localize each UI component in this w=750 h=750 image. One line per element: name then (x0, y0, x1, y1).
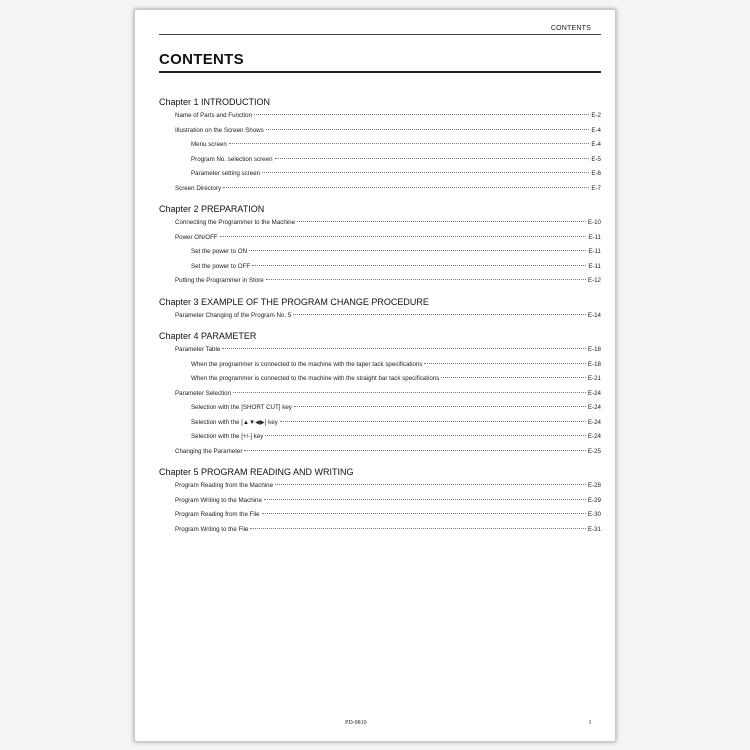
toc-entry[interactable] (159, 343, 601, 358)
toc-entry[interactable] (159, 309, 601, 324)
toc-entry-title: Selection with the [SHORT CUT] key (191, 404, 292, 411)
dot-leader (280, 421, 586, 422)
dot-leader (293, 314, 586, 315)
chapter-heading[interactable]: Chapter 1 INTRODUCTION (159, 97, 271, 107)
toc-entry[interactable] (159, 153, 601, 168)
toc-entry[interactable] (159, 182, 601, 197)
toc-entry-title: Power ON/OFF (175, 233, 218, 241)
toc-entry[interactable] (159, 260, 601, 275)
dot-leader (266, 129, 590, 130)
toc-entry-page: E-18 (587, 346, 601, 353)
toc-entry-title: Parameter Selection (175, 389, 232, 397)
document-page (134, 9, 616, 742)
toc-entry-title: Program Writing to the File (175, 525, 249, 533)
chapter-heading[interactable]: Chapter 2 PREPARATION (159, 204, 265, 214)
toc-entry-title: Name of Parts and Function (175, 112, 253, 119)
dot-leader (220, 236, 587, 237)
dot-leader (250, 528, 585, 529)
dot-leader (265, 435, 586, 436)
toc-entry[interactable] (159, 372, 601, 387)
toc-entry-title: Changing the Parameter (175, 447, 243, 455)
toc-entry-page: E-12 (587, 277, 601, 284)
toc-entry[interactable] (159, 274, 601, 289)
dot-leader (275, 158, 590, 159)
toc-entry-title: Illustration on the Screen Shows (175, 126, 264, 134)
toc-entry-page: E-6 (591, 170, 601, 177)
dot-leader (424, 363, 585, 364)
toc-entry[interactable] (159, 401, 601, 416)
toc-entry-page: E-11 (588, 233, 601, 241)
page-title: CONTENTS (159, 51, 244, 68)
chapter-heading[interactable]: Chapter 4 PARAMETER (159, 331, 257, 341)
toc-entry[interactable] (159, 216, 601, 231)
toc-entry-title: Program No. selection screen (191, 155, 273, 163)
toc-entry[interactable] (159, 387, 601, 402)
dot-leader (297, 221, 586, 222)
toc-entry-title: Screen Directory (175, 184, 222, 192)
title-rule (159, 71, 601, 73)
table-of-contents (159, 95, 601, 537)
dot-leader (262, 513, 586, 514)
toc-entry-page: E-30 (587, 511, 601, 518)
toc-entry[interactable] (159, 508, 601, 523)
running-header: CONTENTS (550, 25, 591, 32)
toc-entry-page: E-31 (587, 525, 601, 533)
toc-entry-title: Selection with the [▲▼◀▶] key (191, 418, 278, 426)
toc-entry-page: E-25 (587, 447, 601, 455)
toc-entry-page: E-5 (591, 155, 601, 163)
toc-entry-title: Program Writing to the Machine (175, 496, 262, 504)
toc-entry-title: Parameter Changing of the Program No. 5 (175, 311, 292, 319)
dot-leader (249, 250, 586, 251)
toc-entry-title: When the programmer is connected to the machine with the taper tack specifications (191, 360, 423, 368)
footer-page-number: I (589, 720, 591, 726)
toc-entry-title: Set the power to ON (191, 248, 248, 255)
dot-leader (441, 377, 586, 378)
dot-leader (266, 279, 586, 280)
dot-leader (233, 392, 586, 393)
toc-entry[interactable] (159, 416, 601, 431)
toc-entry[interactable] (159, 358, 601, 373)
toc-entry-title: Program Reading from the File (175, 511, 260, 518)
chapter-heading[interactable]: Chapter 5 PROGRAM READING AND WRITING (159, 467, 354, 477)
toc-entry-page: E-24 (587, 389, 601, 397)
toc-entry[interactable] (159, 523, 601, 538)
dot-leader (254, 114, 589, 115)
toc-entry-page: E-2 (591, 112, 601, 119)
dot-leader (222, 348, 586, 349)
toc-entry[interactable] (159, 231, 601, 246)
dot-leader (262, 172, 589, 173)
chapter-heading[interactable]: Chapter 3 EXAMPLE OF THE PROGRAM CHANGE PROCEDURE (159, 296, 429, 307)
toc-entry[interactable] (159, 245, 601, 260)
toc-entry[interactable] (159, 109, 601, 124)
toc-entry-page: E-24 (587, 404, 601, 411)
toc-entry-page: E-11 (588, 248, 601, 255)
toc-entry[interactable] (159, 167, 601, 182)
toc-entry-page: E-7 (591, 184, 601, 192)
toc-entry-title: Putting the Programmer in Store (175, 277, 264, 284)
toc-entry-page: E-28 (587, 482, 601, 489)
dot-leader (264, 499, 586, 500)
toc-entry-page: E-10 (587, 219, 601, 226)
dot-leader (229, 143, 590, 144)
toc-entry-page: E-11 (588, 262, 601, 270)
dot-leader (275, 484, 586, 485)
dot-leader (244, 450, 586, 451)
footer-model-code: PD-9810 (345, 720, 367, 726)
toc-entry-page: E-24 (587, 418, 601, 426)
toc-entry-page: E-24 (587, 433, 601, 440)
dot-leader (252, 265, 586, 266)
toc-entry[interactable] (159, 445, 601, 460)
toc-entry-title: Connecting the Programmer to the Machine (175, 219, 296, 226)
dot-leader (294, 406, 586, 407)
toc-entry-page: E-4 (591, 141, 601, 148)
toc-entry-page: E-14 (587, 311, 601, 319)
toc-entry[interactable] (159, 479, 601, 494)
toc-entry-title: When the programmer is connected to the machine with the straight bar tack specifications (191, 375, 440, 382)
toc-entry-title: Program Reading from the Machine (175, 482, 274, 489)
toc-entry-page: E-4 (591, 126, 601, 134)
toc-entry-title: Parameter setting screen (191, 170, 261, 177)
dot-leader (223, 187, 589, 188)
toc-entry-page: E-21 (587, 375, 601, 382)
header-rule (159, 34, 601, 35)
toc-entry-title: Selection with the [+/-] key (191, 433, 264, 440)
toc-entry-title: Parameter Table (175, 346, 221, 353)
toc-entry-page: E-18 (587, 360, 601, 368)
toc-entry[interactable] (159, 124, 601, 139)
toc-entry-title: Menu screen (191, 141, 227, 148)
toc-entry[interactable] (159, 494, 601, 509)
toc-entry-page: E-29 (587, 496, 601, 504)
toc-entry[interactable] (159, 138, 601, 153)
toc-entry-title: Set the power to OFF (191, 262, 251, 270)
toc-entry[interactable] (159, 430, 601, 445)
